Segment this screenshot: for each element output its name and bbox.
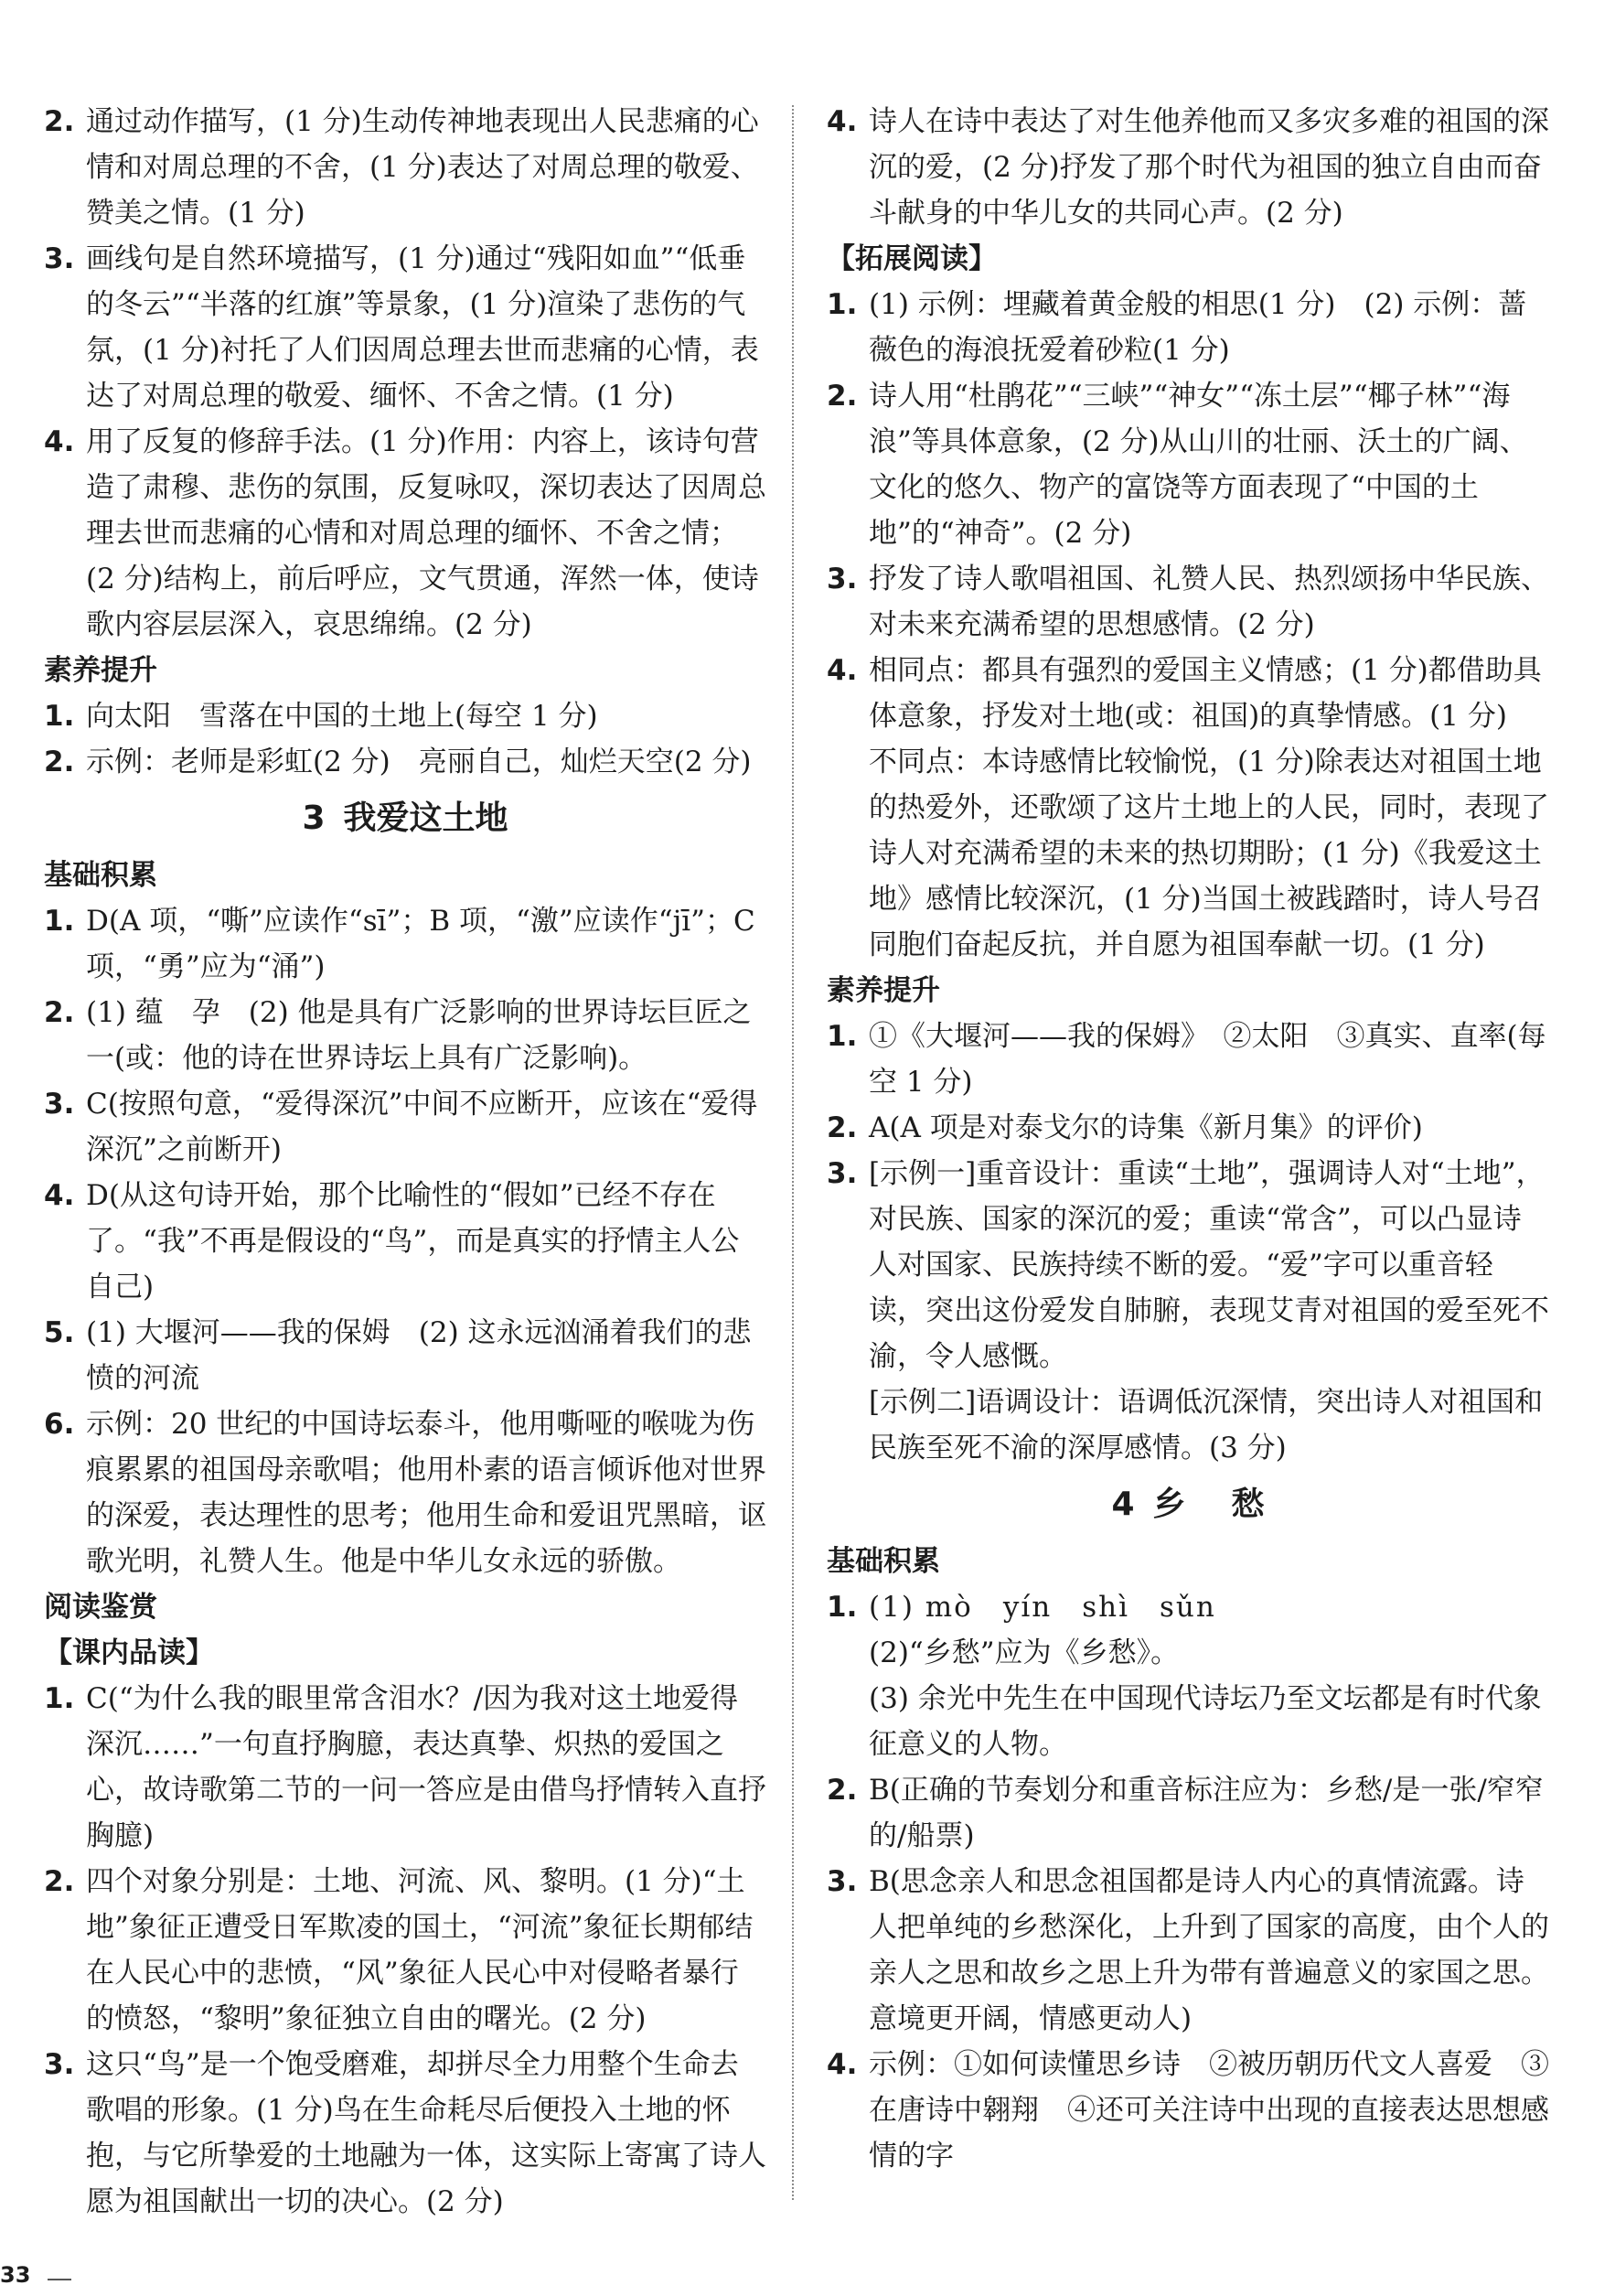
item-number: 3.: [44, 242, 75, 275]
item-text: (1) 蕴 孕 (2) 他是具有广泛影响的世界诗坛巨匠之一(或：他的诗在世界诗坛上具有广泛影响)。: [86, 996, 752, 1075]
answer-item: [44, 2042, 766, 2225]
answer-item: [827, 2042, 1549, 2179]
item-number: 2.: [827, 380, 858, 413]
answer-continuation: 不同点：本诗感情比较愉悦，(1 分)除表达对祖国土地的热爱外，还歌颂了这片土地上的人民，同时，表现了诗人对充满希望的未来的热切期盼；(1 分)《我爱这土地》感情比较深沉，(1 分)当国土被践踏时，诗人号召同胞们奋起反抗，并自愿为祖国奉献一切。(1 分): [869, 746, 1549, 961]
answer-item: [44, 1401, 766, 1584]
answer-item: [44, 1676, 766, 1859]
item-text: 诗人用“杜鹃花”“三峡”“神女”“冻土层”“椰子林”“海浪”等具体意象，(2 分)从山川的壮丽、沃土的广阔、文化的悠久、物产的富饶等方面表现了“中国的土地”的“神奇”。(2 分): [869, 380, 1528, 550]
item-number: 1.: [44, 1682, 75, 1715]
section-heading-jichu: 基础积累: [44, 859, 157, 892]
item-text: (1) 大堰河——我的保姆 (2) 这永远汹涌着我们的悲愤的河流: [86, 1316, 752, 1395]
subsection-heading-kenei: 【课内品读】: [44, 1636, 214, 1669]
section-heading-yuedu: 阅读鉴赏: [44, 1591, 157, 1624]
column-divider: [792, 105, 794, 2200]
section-heading-jichu: 基础积累: [827, 1545, 940, 1578]
item-text: C(“为什么我的眼里常含泪水？/因为我对这土地爱得深沉……”一句直抒胸臆，表达真挚、炽热的爱国之心，故诗歌第二节的一问一答应是由借鸟抒情转入直抒胸臆): [86, 1682, 766, 1852]
item-text: (1) mò yín shì sǔn: [869, 1591, 1216, 1624]
item-number: 4.: [44, 425, 75, 458]
item-text: 示例：老师是彩虹(2 分) 亮丽自己，灿烂天空(2 分): [86, 746, 752, 778]
answer-item: [44, 739, 766, 785]
item-number: 3.: [827, 563, 858, 595]
answer-item: [44, 990, 766, 1081]
item-text: [示例一]重音设计：重读“土地”，强调诗人对“土地”，对民族、国家的深沉的爱；重读“常含”，可以凸显诗人对国家、民族持续不断的爱。“爱”字可以重音轻读，突出这份爱发自肺腑，表现艾青对祖国的爱至死不渝，令人感慨。: [869, 1157, 1549, 1373]
chapter-number: 4: [1111, 1486, 1135, 1523]
answer-item: [44, 1859, 766, 2042]
answer-item: [827, 1584, 1549, 1630]
section-heading-suyang: 素养提升: [827, 974, 940, 1007]
item-text: 这只“鸟”是一个饱受磨难，却拼尽全力用整个生命去歌唱的形象。(1 分)鸟在生命耗尽后便投入土地的怀抱，与它所挚爱的土地融为一体，这实际上寄寓了诗人愿为祖国献出一切的决心。(2 分): [86, 2048, 766, 2218]
item-number: 1.: [44, 905, 75, 938]
item-text: ①《大堰河——我的保姆》 ②太阳 ③真实、直率(每空 1 分): [869, 1020, 1546, 1099]
item-text: 画线句是自然环境描写，(1 分)通过“残阳如血”“低垂的冬云”“半落的红旗”等景象，(1 分)渲染了悲伤的气氛，(1 分)衬托了人们因周总理去世而悲痛的心情，表达了对周总理的敬爱、缅怀、不舍之情。(1 分): [86, 242, 759, 413]
left-column: [44, 99, 766, 2225]
item-text: C(按照句意，“爱得深沉”中间不应断开，应该在“爱得深沉”之前断开): [86, 1088, 758, 1166]
answer-item: [827, 1151, 1549, 1379]
section-heading-suyang: 素养提升: [44, 654, 157, 687]
item-text: 相同点：都具有强烈的爱国主义情感；(1 分)都借助具体意象，抒发对土地(或：祖国)的真挚情感。(1 分): [869, 654, 1542, 733]
page-number: 33: [0, 2262, 31, 2288]
chapter-name: 我爱这土地: [343, 799, 508, 837]
item-text: 示例：20 世纪的中国诗坛泰斗，他用嘶哑的喉咙为伤痕累累的祖国母亲歌唱；他用朴素的语言倾诉他对世界的深爱，表达理性的思考；他用生命和爱诅咒黑暗，讴歌光明，礼赞人生。他是中华儿女永远的骄傲。: [86, 1408, 766, 1578]
item-number: 3.: [44, 2048, 75, 2081]
item-number: 1.: [827, 1020, 858, 1053]
answer-item: [44, 99, 766, 236]
item-number: 1.: [44, 700, 75, 733]
answer-item: [827, 282, 1549, 373]
footer-rule: [48, 2279, 71, 2280]
item-number: 4.: [827, 105, 858, 138]
item-number: 2.: [44, 996, 75, 1029]
item-number: 3.: [827, 1865, 858, 1898]
item-text: B(正确的节奏划分和重音标注应为：乡愁/是一张/窄窄的/船票): [869, 1774, 1544, 1852]
answer-item: [827, 373, 1549, 556]
answer-item: [827, 556, 1549, 648]
item-text: 通过动作描写，(1 分)生动传神地表现出人民悲痛的心情和对周总理的不舍，(1 分)表达了对周总理的敬爱、赞美之情。(1 分): [86, 105, 759, 230]
item-number: 1.: [827, 288, 858, 321]
item-number: 4.: [827, 2048, 858, 2081]
item-text: 诗人在诗中表达了对生他养他而又多灾多难的祖国的深沉的爱，(2 分)抒发了那个时代为祖国的独立自由而奋斗献身的中华儿女的共同心声。(2 分): [869, 105, 1549, 230]
item-text: 四个对象分别是：土地、河流、风、黎明。(1 分)“土地”象征正遭受日军欺凌的国土，“河流”象征长期郁结在人民心中的悲愤，“风”象征人民心中对侵略者暴行的愤怒，“黎明”象征独立自由的曙光。(2 分): [86, 1865, 754, 2035]
right-column: [827, 99, 1549, 2179]
answer-item: [44, 236, 766, 419]
item-text: B(思念亲人和思念祖国都是诗人内心的真情流露。诗人把单纯的乡愁深化，上升到了国家的高度，由个人的亲人之思和故乡之思上升为带有普遍意义的家国之思。意境更开阔，情感更动人): [869, 1865, 1549, 2035]
answer-item: [827, 1105, 1549, 1151]
answer-item: [44, 1173, 766, 1310]
item-number: 2.: [44, 105, 75, 138]
item-text: 示例：①如何读懂思乡诗 ②被历朝历代文人喜爱 ③在唐诗中翱翔 ④还可关注诗中出现的直接表达思想感情的字: [869, 2048, 1549, 2173]
answer-continuation: [示例二]语调设计：语调低沉深情，突出诗人对祖国和民族至死不渝的深厚感情。(3 分): [869, 1386, 1544, 1465]
item-text: D(从这句诗开始，那个比喻性的“假如”已经不存在了。“我”不再是假设的“鸟”，而是真实的抒情主人公自己): [86, 1179, 740, 1304]
item-text: 抒发了诗人歌唱祖国、礼赞人民、热烈颂扬中华民族、对未来充满希望的思想感情。(2 分): [869, 563, 1549, 641]
answer-item: [44, 898, 766, 990]
answer-item: [827, 1859, 1549, 2042]
item-number: 2.: [827, 1111, 858, 1144]
item-number: 2.: [827, 1774, 858, 1807]
item-text: D(A 项，“嘶”应读作“sī”；B 项，“激”应读作“jī”；C 项，“勇”应为“涌”): [86, 905, 755, 983]
item-number: 4.: [827, 654, 858, 687]
answer-continuation: (3) 余光中先生在中国现代诗坛乃至文坛都是有时代象征意义的人物。: [869, 1682, 1542, 1761]
item-number: 3.: [827, 1157, 858, 1190]
answer-item: [44, 419, 766, 648]
subsection-heading-tuozhan: 【拓展阅读】: [827, 242, 997, 275]
item-number: 3.: [44, 1088, 75, 1121]
item-text: 用了反复的修辞手法。(1 分)作用：内容上，该诗句营造了肃穆、悲伤的氛围，反复咏叹，深切表达了因周总理去世而悲痛的心情和对周总理的缅怀、不舍之情；(2 分)结构上，前后呼应，文气贯通，浑然一体，使诗歌内容层层深入，哀思绵绵。(2 分): [86, 425, 766, 641]
answer-item: [44, 693, 766, 739]
chapter-title: [827, 1478, 1549, 1531]
item-number: 4.: [44, 1179, 75, 1212]
item-text: A(A 项是对泰戈尔的诗集《新月集》的评价): [869, 1111, 1423, 1144]
item-text: 向太阳 雪落在中国的土地上(每空 1 分): [86, 700, 598, 733]
answer-item: [827, 1014, 1549, 1105]
answer-item: [827, 1767, 1549, 1859]
answer-item: [44, 1310, 766, 1401]
chapter-number: 3: [302, 799, 326, 837]
chapter-name-char: 愁: [1231, 1486, 1265, 1523]
item-number: 6.: [44, 1408, 75, 1441]
item-number: 1.: [827, 1591, 858, 1624]
item-text: (1) 示例：埋藏着黄金般的相思(1 分) (2) 示例：蔷薇色的海浪抚爱着砂粒(1 分): [869, 288, 1527, 367]
item-number: 2.: [44, 746, 75, 778]
answer-item: [827, 99, 1549, 236]
chapter-name-char: 乡: [1152, 1486, 1186, 1523]
chapter-title: [44, 792, 766, 845]
answer-item: [44, 1081, 766, 1173]
answer-item: [827, 648, 1549, 739]
item-number: 5.: [44, 1316, 75, 1349]
item-number: 2.: [44, 1865, 75, 1898]
answer-continuation: (2)“乡愁”应为《乡愁》。: [869, 1636, 1180, 1669]
